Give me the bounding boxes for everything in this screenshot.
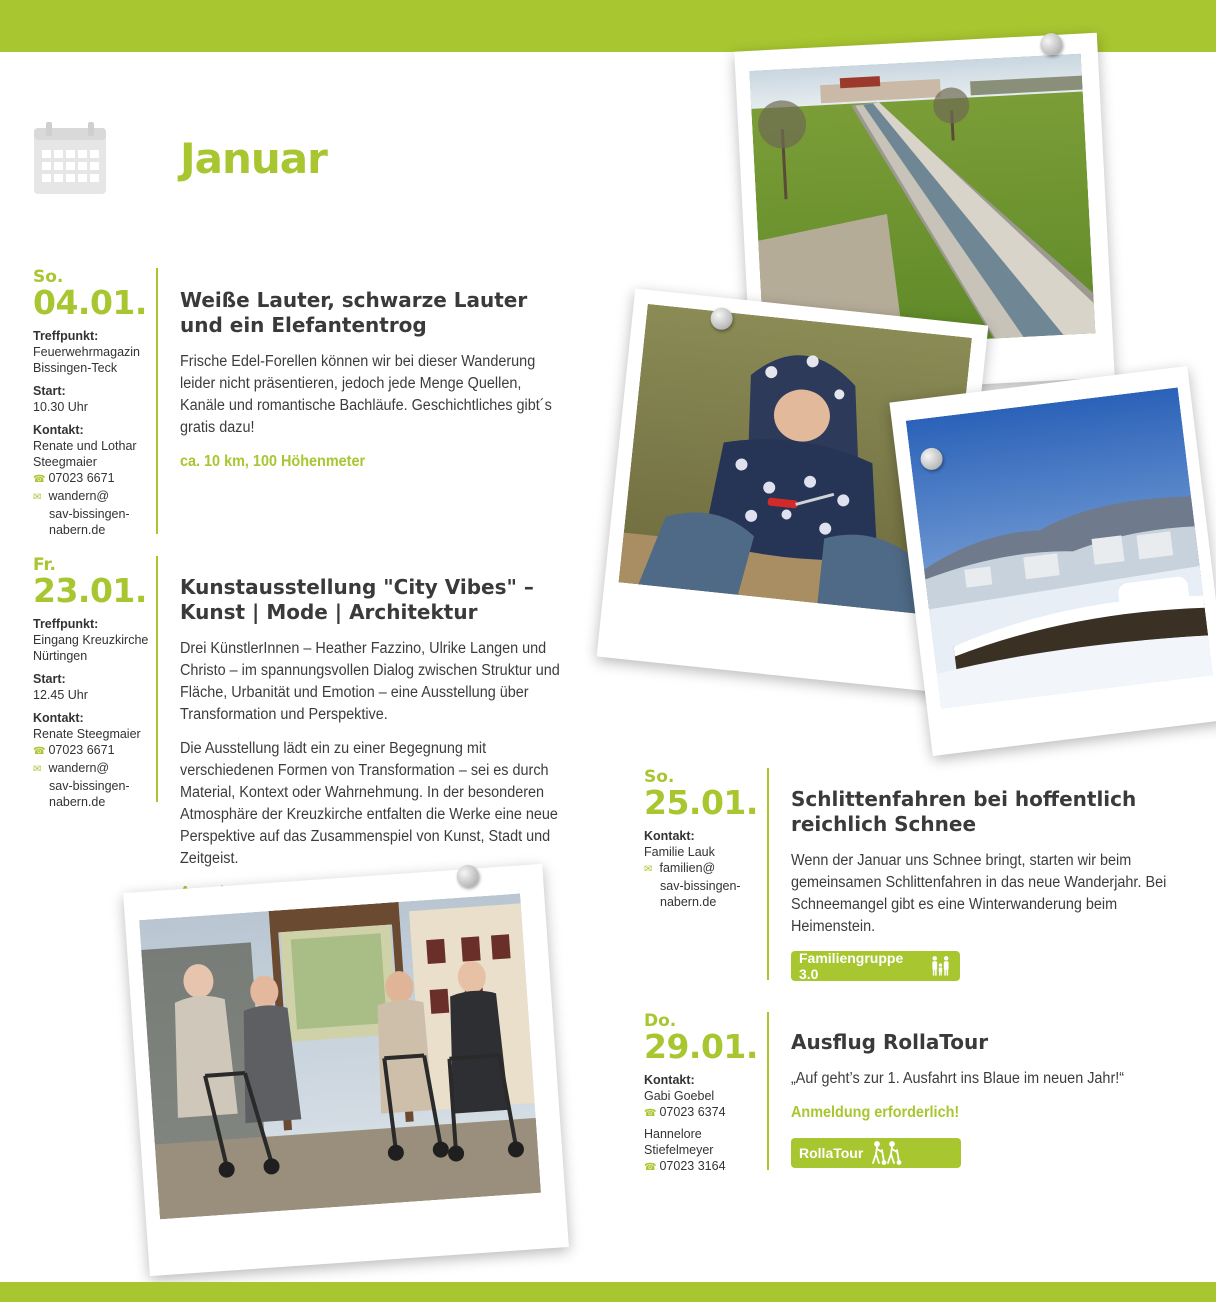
email-line[interactable]: familien@ bbox=[659, 861, 716, 875]
contact-line: Renate und Lothar bbox=[33, 439, 137, 453]
event-highlight: Anmeldung erforderlich! bbox=[791, 1104, 960, 1121]
event-day: Fr. bbox=[33, 555, 56, 575]
mail-icon: ✉ bbox=[33, 492, 42, 503]
event-meta-3 bbox=[644, 768, 768, 910]
email-line[interactable]: nabern.de bbox=[660, 895, 717, 909]
rollatour-group-image bbox=[139, 893, 541, 1219]
email-line[interactable]: nabern.de bbox=[49, 523, 106, 537]
pushpin-icon bbox=[1040, 33, 1063, 56]
event-date: 25.01. bbox=[644, 783, 758, 822]
photo-snow-landscape bbox=[889, 366, 1216, 756]
pushpin-icon bbox=[456, 864, 479, 887]
page-title: Januar bbox=[180, 134, 327, 183]
start-label: Start: bbox=[33, 384, 66, 398]
photo-rollatour-group bbox=[123, 864, 569, 1276]
calendar-icon bbox=[34, 122, 106, 194]
contact-line: Renate Steegmaier bbox=[33, 727, 141, 741]
phone-number[interactable]: 07023 6671 bbox=[48, 743, 115, 757]
phone-icon: ☎ bbox=[33, 746, 46, 757]
event-description: Die Ausstellung lädt ein zu einer Begegnung mit verschiedenen Formen von Transformation – sei es durch Material, Kontext oder Wahrnehmung. In der besonderen Atmosphäre der Kreuzkirche entfalten die Werke eine neue Perspektive auf das Zusammenspiel von Kunst, Stadt und Zeitgeist. bbox=[180, 740, 558, 867]
contact-line: Stiefelmeyer bbox=[644, 1143, 714, 1157]
event-title: Kunstausstellung "City Vibes" – Kunst | Mode | Architektur bbox=[180, 575, 534, 624]
event-day: So. bbox=[644, 767, 675, 787]
event-description: Frische Edel-Forellen können wir bei dieser Wanderung leider nicht präsentieren, jedoch jede Menge Quellen, Kanäle und romantische Bachläufe. Geschichtliches gibt´s gratis dazu! bbox=[180, 353, 552, 436]
meeting-label: Treffpunkt: bbox=[33, 617, 99, 631]
email-line[interactable]: sav-bissingen- bbox=[660, 879, 741, 893]
divider bbox=[156, 268, 158, 534]
familiengruppe-badge[interactable]: Familiengruppe 3.0 bbox=[791, 951, 960, 981]
contact-label: Kontakt: bbox=[33, 711, 84, 725]
contact-line: Gabi Goebel bbox=[644, 1089, 715, 1103]
event-content-1 bbox=[180, 288, 565, 473]
contact-line: Steegmaier bbox=[33, 455, 97, 469]
phone-number[interactable]: 07023 6671 bbox=[48, 471, 115, 485]
email-line[interactable]: sav-bissingen- bbox=[49, 507, 130, 521]
snow-landscape-image bbox=[906, 387, 1213, 708]
contact-line: Familie Lauk bbox=[644, 845, 715, 859]
meeting-line: Feuerwehrmagazin bbox=[33, 345, 140, 359]
meeting-label: Treffpunkt: bbox=[33, 329, 99, 343]
event-meta-4 bbox=[644, 1012, 768, 1176]
event-meta-2 bbox=[33, 556, 157, 810]
email-line[interactable]: wandern@ bbox=[48, 761, 110, 775]
start-label: Start: bbox=[33, 672, 66, 686]
email-line[interactable]: sav-bissingen- bbox=[49, 779, 130, 793]
event-day: Do. bbox=[644, 1011, 677, 1031]
event-title: Weiße Lauter, schwarze Lauter und ein Elefantentrog bbox=[180, 288, 528, 337]
meeting-line: Nürtingen bbox=[33, 649, 88, 663]
event-description: Drei KünstlerInnen – Heather Fazzino, Ulrike Langen und Christo – im spannungsvollen Dialog zwischen Struktur und Fläche, Urbanität und Emotion – eine Ausstellung über Transformation und Perspektive. bbox=[180, 640, 560, 723]
contact-line: Hannelore bbox=[644, 1127, 702, 1141]
event-day: So. bbox=[33, 267, 64, 287]
event-meta-1 bbox=[33, 268, 157, 538]
event-title: Ausflug RollaTour bbox=[791, 1030, 989, 1054]
contact-label: Kontakt: bbox=[644, 1073, 695, 1087]
rollatour-badge[interactable]: RollaTour bbox=[791, 1138, 961, 1168]
event-date: 04.01. bbox=[33, 283, 147, 322]
meeting-line: Bissingen-Teck bbox=[33, 361, 118, 375]
meeting-line: Eingang Kreuzkirche bbox=[33, 633, 149, 647]
bottom-accent-bar bbox=[0, 1282, 1216, 1302]
phone-icon: ☎ bbox=[644, 1162, 657, 1173]
event-title: Schlittenfahren bei hoffentlich reichlich Schnee bbox=[791, 787, 1137, 836]
start-time: 12.45 Uhr bbox=[33, 688, 88, 702]
divider bbox=[767, 768, 769, 980]
family-icon bbox=[929, 954, 952, 978]
event-content-2 bbox=[180, 575, 565, 904]
phone-number[interactable]: 07023 3164 bbox=[659, 1159, 726, 1173]
email-line[interactable]: nabern.de bbox=[49, 795, 106, 809]
email-line[interactable]: wandern@ bbox=[48, 489, 110, 503]
contact-label: Kontakt: bbox=[644, 829, 695, 843]
event-content-4 bbox=[791, 1030, 1176, 1168]
mail-icon: ✉ bbox=[33, 764, 42, 775]
event-date: 23.01. bbox=[33, 571, 147, 610]
phone-number[interactable]: 07023 6374 bbox=[659, 1105, 726, 1119]
start-time: 10.30 Uhr bbox=[33, 400, 88, 414]
mail-icon: ✉ bbox=[644, 864, 653, 875]
phone-icon: ☎ bbox=[33, 474, 46, 485]
rollator-walkers-icon bbox=[871, 1141, 905, 1165]
event-content-3 bbox=[791, 787, 1176, 981]
divider bbox=[156, 556, 158, 802]
phone-icon: ☎ bbox=[644, 1108, 657, 1119]
event-description: „Auf geht’s zur 1. Ausfahrt ins Blaue im neuen Jahr!“ bbox=[791, 1070, 1125, 1087]
contact-label: Kontakt: bbox=[33, 423, 84, 437]
divider bbox=[767, 1012, 769, 1170]
event-highlight: ca. 10 km, 100 Höhenmeter bbox=[180, 453, 366, 470]
event-date: 29.01. bbox=[644, 1027, 758, 1066]
event-description: Wenn der Januar uns Schnee bringt, starten wir beim gemeinsamen Schlittenfahren in das neue Wanderjahr. Bei Schneemangel gibt es eine Winterwanderung beim Heimenstein. bbox=[791, 852, 1167, 935]
